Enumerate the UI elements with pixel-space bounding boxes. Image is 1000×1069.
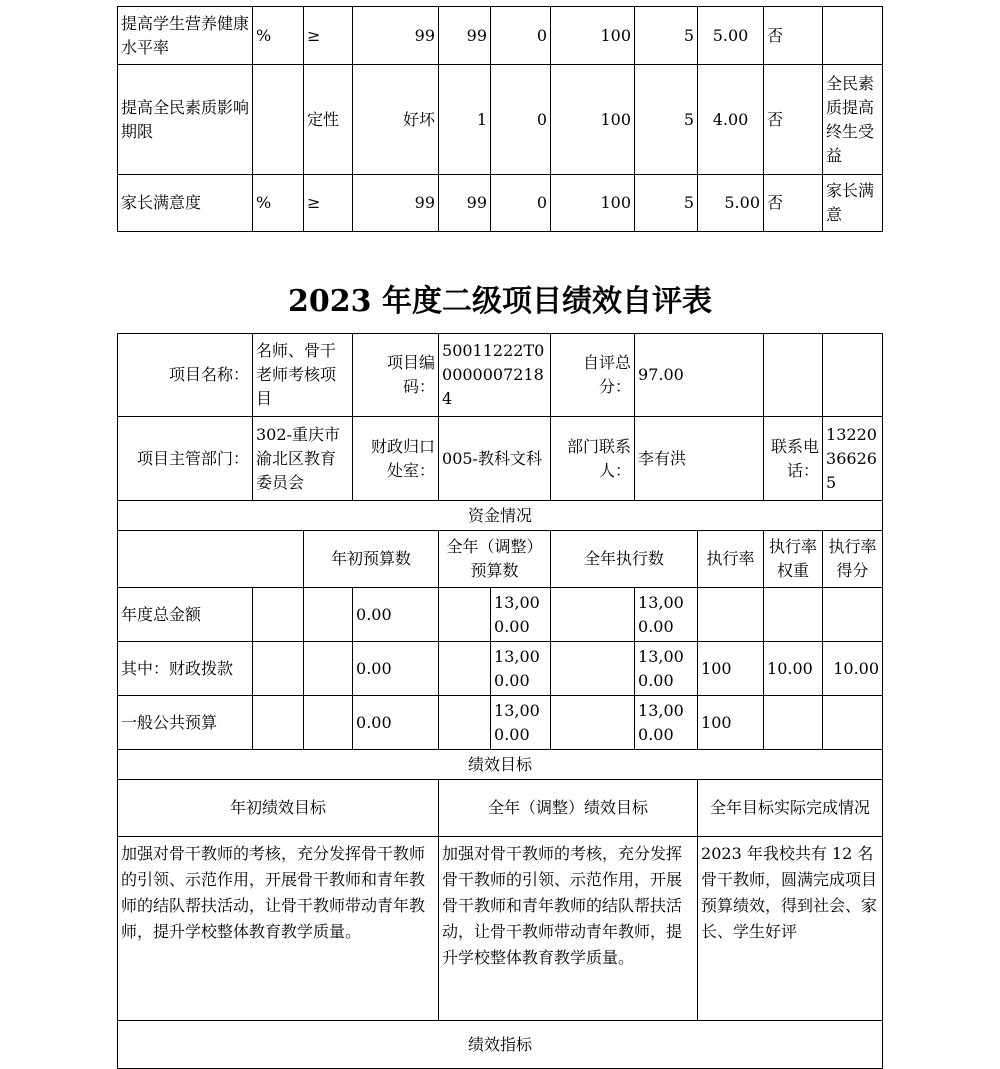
indicator-unit <box>253 65 304 175</box>
indicator-score: 4.00 <box>698 65 764 175</box>
indicator-actual: 99 <box>439 175 491 232</box>
phone-label: 联系电话： <box>764 417 823 501</box>
phone-value: 13220366265 <box>823 417 883 501</box>
table-row <box>118 642 883 696</box>
indicator-note <box>823 7 883 65</box>
office-value: 005-教科文科 <box>439 417 551 501</box>
fund-executed: 13,000.00 <box>635 642 698 696</box>
indicator-flag: 否 <box>764 175 823 232</box>
indicator-deviation: 0 <box>491 7 551 65</box>
indicator-target: 好坏 <box>353 65 439 175</box>
initial-goal-text: 加强对骨干教师的考核，充分发挥骨干教师的引领、示范作用，开展骨干教师和青年教师的结队帮扶活动，让骨干教师带动青年教师，提升学校整体教育教学质量。 <box>118 837 439 1021</box>
col-rate-weight: 执行率权重 <box>764 531 823 588</box>
page-title: 2023 年度二级项目绩效自评表 <box>288 284 712 319</box>
self-evaluation-table <box>117 333 883 1069</box>
project-code-label: 项目编码： <box>353 334 439 417</box>
indicator-deviation: 0 <box>491 175 551 232</box>
goals-section-header: 绩效目标 <box>118 750 883 780</box>
total-score-value: 97.00 <box>635 334 764 417</box>
indicator-weight: 5 <box>635 175 698 232</box>
indicator-actual: 1 <box>439 65 491 175</box>
indicator-name: 家长满意度 <box>118 175 253 232</box>
funds-section-header: 资金情况 <box>118 501 883 531</box>
indicator-unit: % <box>253 7 304 65</box>
col-initial-budget: 年初预算数 <box>304 531 439 588</box>
fund-adjusted: 13,000.00 <box>491 696 551 750</box>
table-row <box>118 334 883 417</box>
table-row <box>118 417 883 501</box>
office-label: 财政归口处室： <box>353 417 439 501</box>
fund-score <box>823 588 883 642</box>
indicator-target: 99 <box>353 175 439 232</box>
indicator-score-base: 100 <box>551 7 635 65</box>
indicator-score-base: 100 <box>551 175 635 232</box>
indicator-table-continued <box>117 6 883 232</box>
contact-value: 李有洪 <box>635 417 764 501</box>
table-row <box>118 750 883 780</box>
adjusted-goal-text: 加强对骨干教师的考核，充分发挥骨干教师的引领、示范作用，开展骨干教师和青年教师的结队帮扶活动，让骨干教师带动青年教师，提升学校整体教育教学质量。 <box>439 837 698 1021</box>
indicator-unit: % <box>253 175 304 232</box>
fund-rate <box>698 588 764 642</box>
project-name-label: 项目名称： <box>118 334 253 417</box>
table-row <box>118 1021 883 1069</box>
table-row <box>118 501 883 531</box>
indicator-deviation: 0 <box>491 65 551 175</box>
indicator-score: 5.00 <box>698 7 764 65</box>
col-rate-score: 执行率得分 <box>823 531 883 588</box>
fund-row-label: 一般公共预算 <box>118 696 253 750</box>
indicator-name: 提高全民素质影响期限 <box>118 65 253 175</box>
table-row <box>118 65 883 175</box>
table-row <box>118 780 883 837</box>
fund-row-label: 其中：财政拨款 <box>118 642 253 696</box>
indicator-target: 99 <box>353 7 439 65</box>
fund-score: 10.00 <box>823 642 883 696</box>
actual-goal-text: 2023 年我校共有 12 名骨干教师，圆满完成项目预算绩效，得到社会、家长、学生好评 <box>698 837 883 1021</box>
fund-executed: 13,000.00 <box>635 696 698 750</box>
indicator-note: 全民素质提高终生受益 <box>823 65 883 175</box>
indicator-operator: ≥ <box>304 7 353 65</box>
project-code-value: 50011222T000000072184 <box>439 334 551 417</box>
indicators-section-header: 绩效指标 <box>118 1021 883 1069</box>
table-row <box>118 696 883 750</box>
col-actual-goal: 全年目标实际完成情况 <box>698 780 883 837</box>
fund-initial: 0.00 <box>353 642 439 696</box>
table-row <box>118 531 883 588</box>
col-initial-goal: 年初绩效目标 <box>118 780 439 837</box>
fund-adjusted: 13,000.00 <box>491 588 551 642</box>
indicator-operator: 定性 <box>304 65 353 175</box>
fund-rate: 100 <box>698 642 764 696</box>
indicator-note: 家长满意 <box>823 175 883 232</box>
fund-initial: 0.00 <box>353 696 439 750</box>
fund-weight: 10.00 <box>764 642 823 696</box>
fund-weight <box>764 696 823 750</box>
indicator-score-base: 100 <box>551 65 635 175</box>
indicator-actual: 99 <box>439 7 491 65</box>
table-row <box>118 7 883 65</box>
indicator-operator: ≥ <box>304 175 353 232</box>
total-score-label: 自评总分： <box>551 334 635 417</box>
indicator-name: 提高学生营养健康水平率 <box>118 7 253 65</box>
dept-value: 302-重庆市渝北区教育委员会 <box>253 417 353 501</box>
col-adjusted-goal: 全年（调整）绩效目标 <box>439 780 698 837</box>
indicator-flag: 否 <box>764 65 823 175</box>
fund-rate: 100 <box>698 696 764 750</box>
contact-label: 部门联系人： <box>551 417 635 501</box>
indicator-flag: 否 <box>764 7 823 65</box>
col-exec-rate: 执行率 <box>698 531 764 588</box>
fund-weight <box>764 588 823 642</box>
table-row <box>118 175 883 232</box>
fund-score <box>823 696 883 750</box>
table-row <box>118 837 883 1021</box>
fund-adjusted: 13,000.00 <box>491 642 551 696</box>
indicator-weight: 5 <box>635 65 698 175</box>
table-row <box>118 588 883 642</box>
col-executed: 全年执行数 <box>551 531 698 588</box>
col-adjusted-budget: 全年（调整）预算数 <box>439 531 551 588</box>
fund-executed: 13,000.00 <box>635 588 698 642</box>
indicator-score: 5.00 <box>698 175 764 232</box>
fund-initial: 0.00 <box>353 588 439 642</box>
project-name-value: 名师、骨干老师考核项目 <box>253 334 353 417</box>
fund-row-label: 年度总金额 <box>118 588 253 642</box>
indicator-weight: 5 <box>635 7 698 65</box>
dept-label: 项目主管部门： <box>118 417 253 501</box>
